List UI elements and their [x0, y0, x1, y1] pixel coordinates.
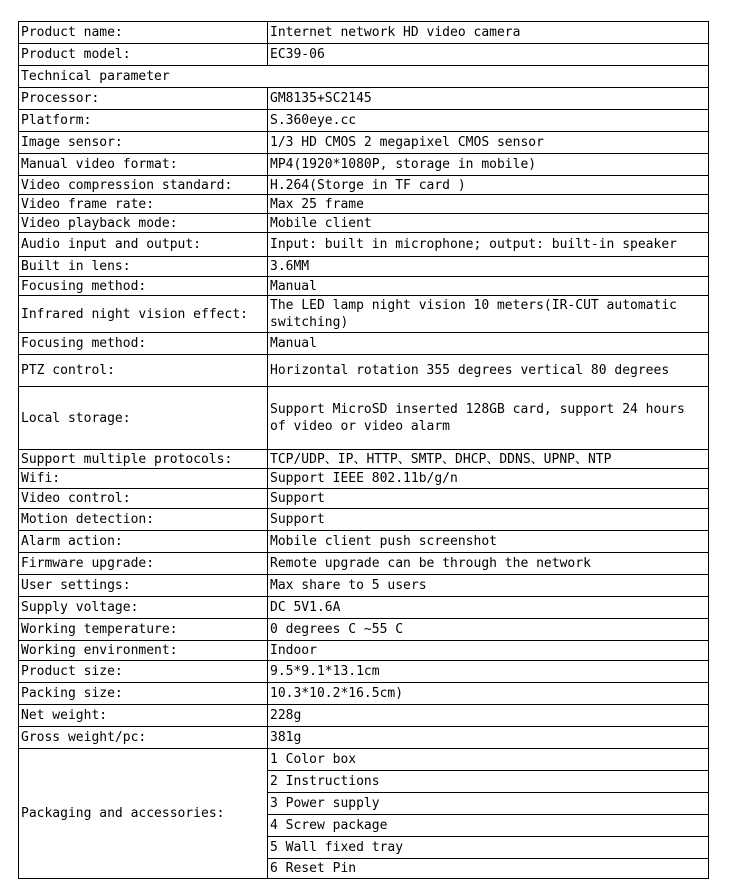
spec-value: 381g	[268, 727, 709, 749]
spec-value: Support	[268, 489, 709, 509]
spec-label: Audio input and output:	[19, 233, 268, 257]
spec-value: H.264(Storge in TF card )	[268, 176, 709, 195]
spec-label: Focusing method:	[19, 277, 268, 296]
spec-value: Horizontal rotation 355 degrees vertical 80 degrees	[268, 355, 709, 387]
spec-value: Mobile client	[268, 214, 709, 233]
spec-value: 9.5*9.1*13.1cm	[268, 661, 709, 683]
spec-value: Support	[268, 509, 709, 531]
spec-value: S.360eye.cc	[268, 110, 709, 132]
packaging-label: Packaging and accessories:	[19, 749, 268, 879]
spec-label: Local storage:	[19, 387, 268, 450]
spec-label: Built in lens:	[19, 257, 268, 277]
spec-value: GM8135+SC2145	[268, 88, 709, 110]
spec-label: Manual video format:	[19, 154, 268, 176]
spec-label: Firmware upgrade:	[19, 553, 268, 575]
spec-value: MP4(1920*1080P, storage in mobile)	[268, 154, 709, 176]
spec-value: Mobile client push screenshot	[268, 531, 709, 553]
spec-value: 228g	[268, 705, 709, 727]
spec-label: Product name:	[19, 22, 268, 44]
spec-label: Video frame rate:	[19, 195, 268, 214]
spec-label: Working temperature:	[19, 619, 268, 641]
spec-value: Support IEEE 802.11b/g/n	[268, 469, 709, 489]
spec-value: Support MicroSD inserted 128GB card, support 24 hours of video or video alarm	[268, 387, 709, 450]
spec-label: Video playback mode:	[19, 214, 268, 233]
spec-label: Platform:	[19, 110, 268, 132]
spec-value: Input: built in microphone; output: built-in speaker	[268, 233, 709, 257]
spec-value: TCP/UDP、IP、HTTP、SMTP、DHCP、DDNS、UPNP、NTP	[268, 450, 709, 469]
packaging-item: 2 Instructions	[268, 771, 709, 793]
spec-label: Gross weight/pc:	[19, 727, 268, 749]
spec-value: Remote upgrade can be through the network	[268, 553, 709, 575]
spec-label: Video control:	[19, 489, 268, 509]
spec-label: Net weight:	[19, 705, 268, 727]
spec-table	[18, 21, 709, 879]
spec-label: Wifi:	[19, 469, 268, 489]
spec-label: Processor:	[19, 88, 268, 110]
spec-value: 1/3 HD CMOS 2 megapixel CMOS sensor	[268, 132, 709, 154]
packaging-item: 5 Wall fixed tray	[268, 837, 709, 859]
spec-label: Product size:	[19, 661, 268, 683]
packaging-item: 4 Screw package	[268, 815, 709, 837]
spec-label: Focusing method:	[19, 333, 268, 355]
spec-value: Manual	[268, 277, 709, 296]
spec-label: User settings:	[19, 575, 268, 597]
spec-value: Internet network HD video camera	[268, 22, 709, 44]
spec-label: Infrared night vision effect:	[19, 296, 268, 333]
spec-label: Alarm action:	[19, 531, 268, 553]
spec-value: 0 degrees C ~55 C	[268, 619, 709, 641]
spec-value: Manual	[268, 333, 709, 355]
spec-value: Max share to 5 users	[268, 575, 709, 597]
spec-label: Image sensor:	[19, 132, 268, 154]
spec-value: 3.6MM	[268, 257, 709, 277]
spec-label: Motion detection:	[19, 509, 268, 531]
spec-label: Product model:	[19, 44, 268, 66]
spec-label: Supply voltage:	[19, 597, 268, 619]
spec-value: EC39-06	[268, 44, 709, 66]
packaging-item: 6 Reset Pin	[268, 859, 709, 879]
spec-label: Packing size:	[19, 683, 268, 705]
spec-value: Indoor	[268, 641, 709, 661]
spec-value: Max 25 frame	[268, 195, 709, 214]
spec-label: Video compression standard:	[19, 176, 268, 195]
spec-value: DC 5V1.6A	[268, 597, 709, 619]
section-heading: Technical parameter	[19, 66, 709, 88]
packaging-item: 3 Power supply	[268, 793, 709, 815]
spec-label: PTZ control:	[19, 355, 268, 387]
spec-value: The LED lamp night vision 10 meters(IR-CUT automatic switching)	[268, 296, 709, 333]
packaging-item: 1 Color box	[268, 749, 709, 771]
spec-label: Working environment:	[19, 641, 268, 661]
spec-value: 10.3*10.2*16.5cm)	[268, 683, 709, 705]
spec-label: Support multiple protocols:	[19, 450, 268, 469]
